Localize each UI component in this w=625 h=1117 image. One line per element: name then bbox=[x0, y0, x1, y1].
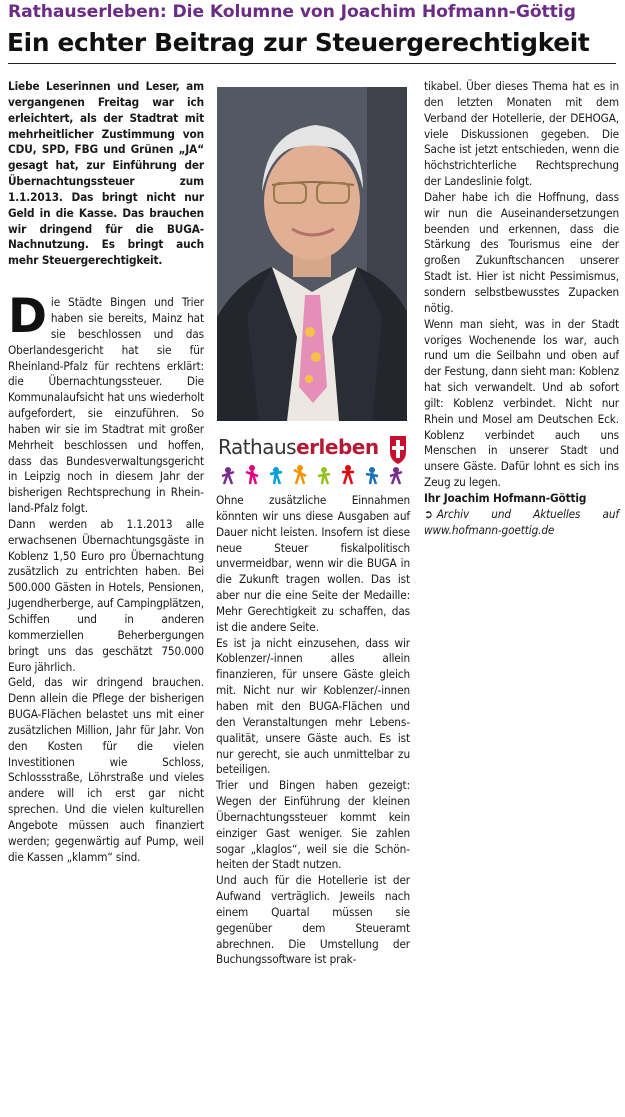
drop-cap: D bbox=[8, 289, 47, 345]
body-paragraph-3: Geld, das wir dringend brauchen. Denn allein die Pflege der bisherigen BUGA-Flächen belastet uns mit einer zusätzlichen Million, Jahr für Jahr. Von den Kosten für die vielen Investitionen wie Schloss, Schlossstraße, Löhrstraße und vieles andere will ich erst gar nicht sprechen. Und die vielen kulturellen Angebote müssen auch finanziert werden; gegenwärtig auf Pump, weil die Kassen „klamm“ sind. bbox=[8, 675, 204, 864]
body-paragraph-5: Es ist ja nicht einzusehen, dass wir Koblenzer/-innen alles allein finanzieren, für unsere Gäste gleich mit. Nicht nur wir Koblenzer/-innen haben mit den BUGA-Flächen und den Veranstaltungen mehr Lebensqualität, unsere Gäste auch. Es ist nur gerecht, sie auch unmittelbar zu beteiligen. bbox=[216, 635, 410, 777]
column-3 bbox=[424, 79, 619, 538]
footer-note bbox=[424, 507, 619, 539]
lead-paragraph bbox=[8, 79, 204, 269]
header-divider bbox=[8, 63, 616, 64]
column-2 bbox=[216, 493, 410, 968]
rathauserleben-logo bbox=[216, 432, 410, 490]
footer-note-text[interactable]: Archiv und Aktuelles auf www.hofmann-goettig.de bbox=[424, 506, 619, 537]
author-signature: Ihr Joachim Hofmann-Göttig bbox=[424, 490, 587, 505]
dancing-figures-icon bbox=[222, 465, 402, 484]
body-paragraph-2: Dann werden ab 1.1.2013 alle erwachsenen Übernachtungsgäste in Koblenz 1,50 Euro pro Übernachtung zusätzlich zu entrichten haben. Bei 500.000 Gästen in Hotels, Pensionen, Jugendherberge, auf Campingplätzen, Schiffen und in anderen kommerziellen Beherbergungen bringt uns das geschätzt 750.000 Euro jährlich. bbox=[8, 516, 204, 674]
body-paragraph-7-end: tikabel. Über dieses Thema hat es in den letzten Monaten mit dem Verband der Hotellerie, der DEHOGA, viele Diskussionen gegeben. Die Sache ist jetzt entschieden, wenn die höchstrichterliche Rechtsprechung der Landeslinie folgt. bbox=[424, 79, 619, 189]
arrow-right-icon: ➲ bbox=[424, 506, 433, 521]
body-paragraph-4: Ohne zusätzliche Einnahmen könnten wir uns diese Ausgaben auf Dauer nicht leisten. Insofern ist diese neue Steuer fiskalpolitisch unvermeidbar, wenn wir die BUGA in die Zukunft tragen wollen. Das ist aber nur die eine Seite der Medaille: Mehr Gerechtigkeit zu schaffen, das ist die andere Seite. bbox=[216, 493, 410, 634]
city-crest-icon bbox=[390, 436, 406, 464]
body-paragraph-6: Trier und Bingen haben gezeigt: Wegen der Einführung der kleinen Übernachtungssteuer kommt kein einziger Gast weniger. Sie zahlen sogar „klaglos“, weil sie die Schönheiten der Stadt nutzen. bbox=[216, 778, 410, 872]
column-1 bbox=[8, 79, 204, 866]
logo-wordmark-part2: erleben bbox=[296, 435, 379, 459]
body-paragraph-8: Daher habe ich die Hoffnung, dass wir nun die Auseinandersetzungen beenden und erkennen, dass die Stärkung des Tourismus eine der großen Zukunftschancen unserer Stadt ist. Hier ist nicht Pessimismus, sondern selbstbewusstes Zupacken nötig. bbox=[424, 189, 619, 315]
author-portrait-photo bbox=[217, 87, 407, 421]
column-kicker: Rathauserleben: Die Kolumne von Joachim Hofmann-Göttig bbox=[8, 2, 576, 22]
logo-graphics bbox=[216, 432, 410, 490]
body-paragraph-9: Wenn man sieht, was in der Stadt voriges Wochenende los war, auch rund um die Seilbahn und oben auf der Festung, dann sieht man: Koblenz hat sich verwandelt. Und ab sofort gilt: Koblenz verbindet. Nicht nur Rhein und Mosel am Deutschen Eck. Koblenz verbindet auch uns Menschen in unserer Stadt und unsere Gäste. Dafür lohnt es sich ins Zeug zu legen. bbox=[424, 316, 619, 490]
logo-wordmark-part1: Rathaus bbox=[218, 435, 297, 459]
article-headline: Ein echter Beitrag zur Steuergerechtigkeit bbox=[7, 28, 590, 57]
body-paragraph-1-text: ie Städte Bingen und Trier haben sie bereits, Mainz hat sie beschlossen und das Oberlandesgericht hat sie für Rheinland-Pfalz für rechtens erklärt: die Übernachtungssteuer. Die Kommunalaufsicht hat uns wiederholt aufgefordert, sie einzuführen. So haben wir sie im Stadtrat mit großer Mehrheit beschlossen und hoffen, dass das Bundesverwaltungsgericht in Leipzig noch in diesem Jahr der bisherigen Rechtsprechung in Rheinland-Pfalz folgt. bbox=[8, 295, 204, 516]
body-paragraph-1 bbox=[8, 289, 204, 517]
lead-text: Liebe Leserinnen und Leser, am vergangenen Freitag war ich erleichtert, als der Stadtrat mit mehrheitlicher Zustimmung von CDU, SPD, FBG und Grünen „JA“ gesagt hat, zur Einführung der Übernachtungssteuer zum 1.1.2013. Das bringt nicht nur Geld in die Kasse. Das brauchen wir dringend für die BUGA-Nachnutzung. Es bringt auch mehr Steuergerechtigkeit. bbox=[8, 79, 204, 268]
body-paragraph-7-start: Und auch für die Hotellerie ist der Aufwand verträglich. Jeweils nach einem Quartal müssen sie gegenüber dem Steueramt abrechnen. Die Umstellung der Buchungssoftware ist prak- bbox=[216, 873, 410, 967]
